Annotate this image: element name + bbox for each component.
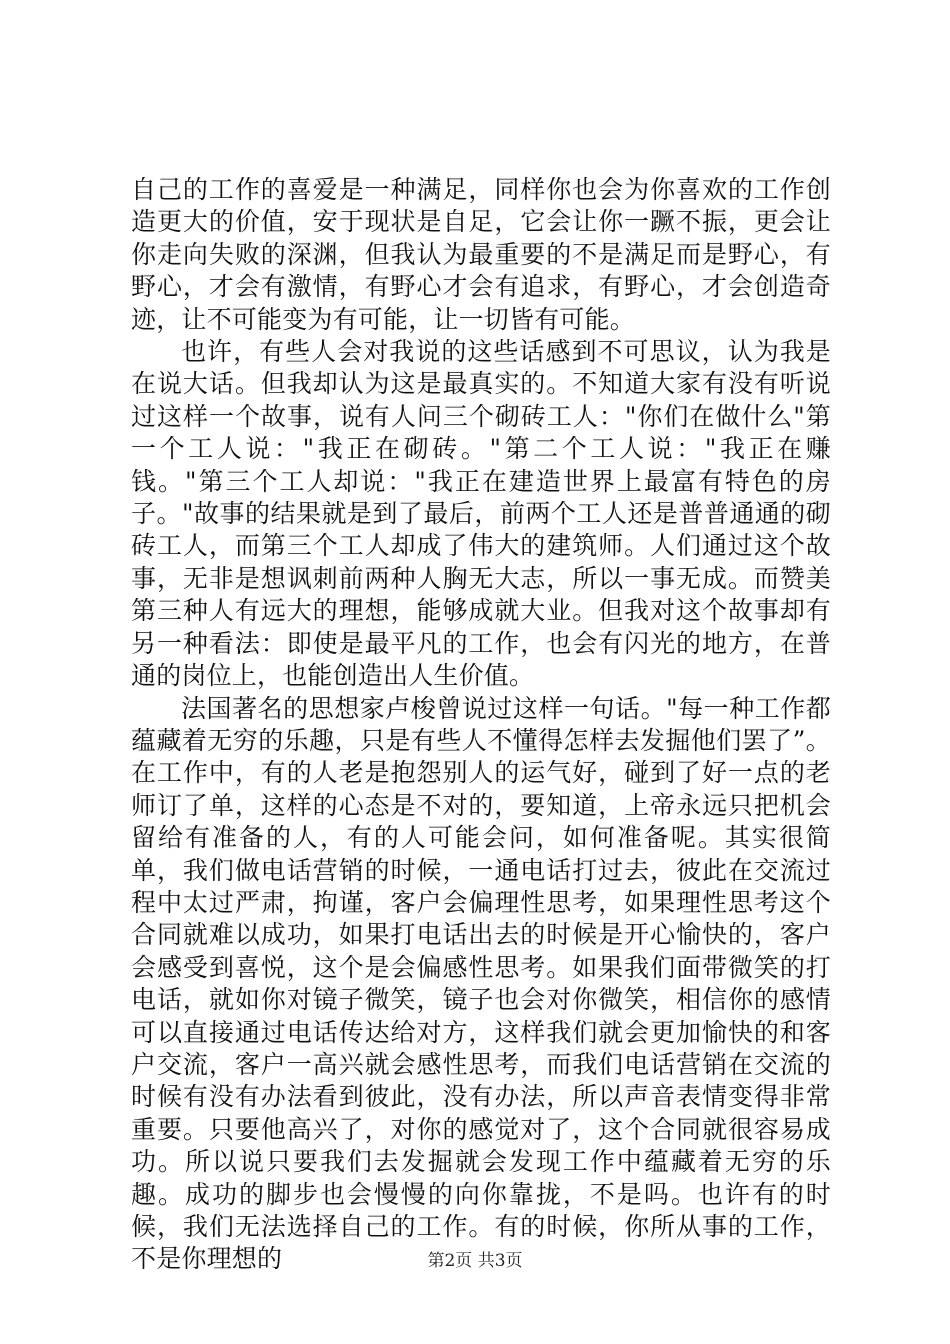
document-body [131,174,831,1276]
paragraph-1: 自己的工作的喜爱是一种满足，同样你也会为你喜欢的工作创造更大的价值，安于现状是自足，它会让你一蹶不振，更会让你走向失败的深渊，但我认为最重要的不是满足而是野心，有野心，才会有激情，有野心才会有追求，有野心，才会创造奇迹，让不可能变为有可能，让一切皆有可能。 [131,175,831,334]
page-number-footer: 第2页 共3页 [427,1251,523,1271]
paragraph-2: 也许，有些人会对我说的这些话感到不可思议，认为我是在说大话。但我却认为这是最真实的。不知道大家有没有听说过这样一个故事，说有人问三个砌砖工人："你们在做什么"第一个工人说："我正在砌砖。"第二个工人说："我正在赚钱。"第三个工人却说："我正在建造世界上最富有特色的房子。"故事的结果就是到了最后，前两个工人还是普普通通的砌砖工人，而第三个工人却成了伟大的建筑师。人们通过这个故事，无非是想讽刺前两种人胸无大志，所以一事无成。而赞美第三种人有远大的理想，能够成就大业。但我对这个故事却有另一种看法：即使是最平凡的工作，也会有闪光的地方，在普通的岗位上，也能创造出人生价值。 [131,337,831,691]
paragraph-3: 法国著名的思想家卢梭曾说过这样一句话。"每一种工作都蕴藏着无穷的乐趣，只是有些人不懂得怎样去发掘他们罢了”。在工作中，有的人老是抱怨别人的运气好，碰到了好一点的老师订了单，这样的心态是不对的，要知道，上帝永远只把机会留给有准备的人，有的人可能会问，如何准备呢。其实很简单，我们做电话营销的时候，一通电话打过去，彼此在交流过程中太过严肃，拘谨，客户会偏理性思考，如果理性思考这个合同就难以成功，如果打电话出去的时候是开心愉快的，客户会感受到喜悦，这个是会偏感性思考。如果我们面带微笑的打电话，就如你对镜子微笑，镜子也会对你微笑，相信你的感情可以直接通过电话传达给对方，这样我们就会更加愉快的和客户交流，客户一高兴就会感性思考，而我们电话营销在交流的时候有没有办法看到彼此，没有办法，所以声音表情变得非常重要。只要他高兴了，对你的感觉对了，这个合同就很容易成功。所以说只要我们去发掘就会发现工作中蕴藏着无穷的乐趣。成功的脚步也会慢慢的向你靠拢，不是吗。也许有的时候，我们无法选择自己的工作。有的时候，你所从事的工作，不是你理想的 [131,693,831,1274]
